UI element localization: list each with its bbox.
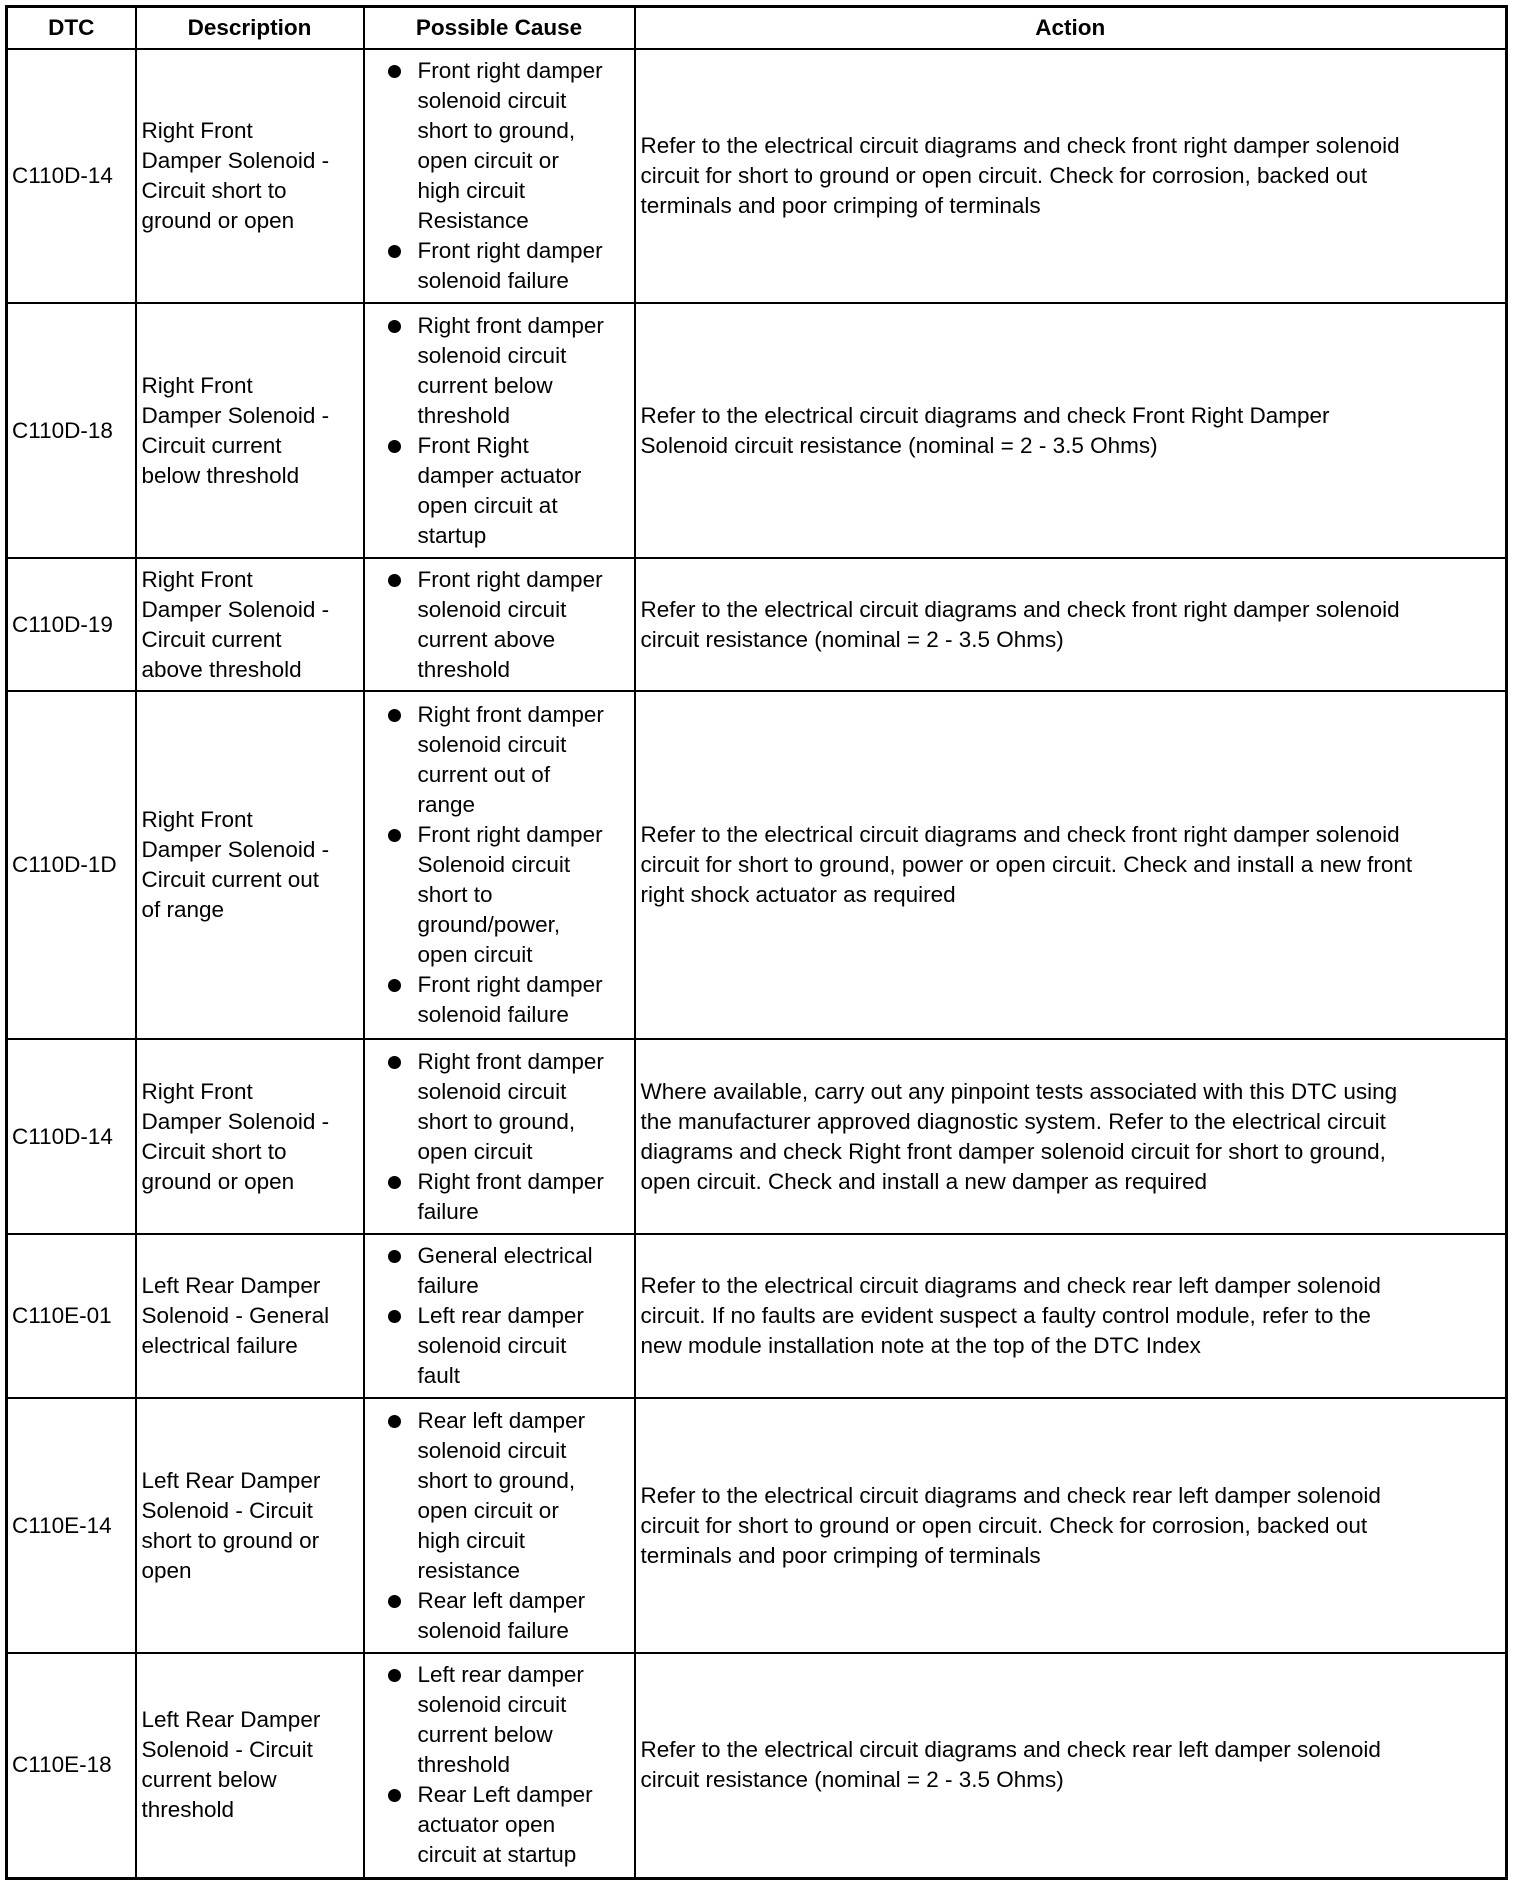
cause-list xyxy=(370,1406,629,1646)
possible-cause xyxy=(364,303,635,558)
table-row xyxy=(7,303,1507,558)
description: Left Rear Damper Solenoid - Circuit current below threshold xyxy=(136,1653,364,1878)
bullet-icon xyxy=(388,1176,401,1189)
cause-item xyxy=(370,311,629,431)
cause-text: Front Right damper actuator open circuit at startup xyxy=(417,432,582,548)
bullet-icon xyxy=(388,1415,401,1428)
cause-item xyxy=(370,1241,629,1301)
possible-cause xyxy=(364,49,635,303)
possible-cause xyxy=(364,1398,635,1653)
cause-text: Right front damper failure xyxy=(417,1168,604,1224)
bullet-icon xyxy=(388,1669,401,1682)
cause-list xyxy=(370,700,629,1030)
table-row xyxy=(7,1039,1507,1234)
bullet-icon xyxy=(388,574,401,587)
description: Left Rear Damper Solenoid - General electrical failure xyxy=(136,1234,364,1398)
possible-cause xyxy=(364,1653,635,1878)
action: Refer to the electrical circuit diagrams and check front right damper solenoid circuit resistance (nominal = 2 - 3.5 Ohms) xyxy=(635,558,1507,691)
cause-item xyxy=(370,1406,629,1586)
cause-text: Left rear damper solenoid circuit fault xyxy=(417,1303,584,1388)
cause-list xyxy=(370,1660,629,1870)
cause-list xyxy=(370,1241,629,1391)
bullet-icon xyxy=(388,1250,401,1263)
cause-text: Rear left damper solenoid circuit short to ground, open circuit or high circuit resistance xyxy=(417,1407,586,1583)
cause-text: Front right damper Solenoid circuit short to ground/power, open circuit xyxy=(417,822,603,967)
cause-item xyxy=(370,236,629,296)
dtc-code: C110D-1D xyxy=(7,691,136,1039)
bullet-icon xyxy=(388,709,401,722)
cause-item xyxy=(370,1780,629,1870)
cause-item xyxy=(370,1660,629,1780)
table-row xyxy=(7,691,1507,1039)
cause-text: Front right damper solenoid circuit short to ground, open circuit or high circuit Resistance xyxy=(417,58,603,233)
cause-text: Right front damper solenoid circuit current below threshold xyxy=(417,312,604,428)
dtc-code: C110E-18 xyxy=(7,1653,136,1878)
cause-text: Rear left damper solenoid failure xyxy=(417,1587,586,1643)
cause-item xyxy=(370,820,629,970)
table-row xyxy=(7,1653,1507,1878)
header-dtc: DTC xyxy=(7,7,136,50)
possible-cause xyxy=(364,691,635,1039)
cause-text: Front right damper solenoid failure xyxy=(417,972,603,1027)
cause-item xyxy=(370,700,629,820)
cause-item xyxy=(370,565,629,685)
possible-cause xyxy=(364,558,635,691)
action: Refer to the electrical circuit diagrams and check Front Right Damper Solenoid circuit resistance (nominal = 2 - 3.5 Ohms) xyxy=(635,303,1507,558)
table-row xyxy=(7,558,1507,691)
cause-item xyxy=(370,1301,629,1391)
bullet-icon xyxy=(388,245,401,258)
cause-text: Rear Left damper actuator open circuit at startup xyxy=(417,1782,593,1868)
description: Right Front Damper Solenoid - Circuit short to ground or open xyxy=(136,1039,364,1234)
cause-text: General electrical failure xyxy=(417,1243,593,1298)
cause-list xyxy=(370,1047,629,1227)
possible-cause xyxy=(364,1039,635,1234)
cause-text: Front right damper solenoid circuit current above threshold xyxy=(417,566,603,682)
cause-list xyxy=(370,56,629,296)
bullet-icon xyxy=(388,1789,401,1802)
description: Right Front Damper Solenoid - Circuit current below threshold xyxy=(136,303,364,558)
action: Refer to the electrical circuit diagrams and check rear left damper solenoid circuit resistance (nominal = 2 - 3.5 Ohms) xyxy=(635,1653,1507,1878)
action: Where available, carry out any pinpoint tests associated with this DTC using the manufacturer approved diagnostic system. Refer to the electrical circuit diagrams and check Right front damper solenoid circuit for short to ground, open circuit. Check and install a new damper as required xyxy=(635,1039,1507,1234)
cause-item xyxy=(370,431,629,551)
description: Left Rear Damper Solenoid - Circuit short to ground or open xyxy=(136,1398,364,1653)
bullet-icon xyxy=(388,979,401,992)
bullet-icon xyxy=(388,1056,401,1069)
dtc-code: C110D-19 xyxy=(7,558,136,691)
action: Refer to the electrical circuit diagrams and check front right damper solenoid circuit for short to ground or open circuit. Check for corrosion, backed out terminals and poor crimping of terminals xyxy=(635,49,1507,303)
action: Refer to the electrical circuit diagrams and check front right damper solenoid circuit for short to ground, power or open circuit. Check and install a new front right shock actuator as required xyxy=(635,691,1507,1039)
bullet-icon xyxy=(388,320,401,333)
cause-item xyxy=(370,970,629,1030)
table-row xyxy=(7,1234,1507,1398)
header-possible-cause: Possible Cause xyxy=(364,7,635,50)
possible-cause xyxy=(364,1234,635,1398)
header-description: Description xyxy=(136,7,364,50)
cause-text: Left rear damper solenoid circuit current below threshold xyxy=(417,1662,584,1778)
cause-item xyxy=(370,1167,629,1227)
header-action: Action xyxy=(635,7,1507,50)
action: Refer to the electrical circuit diagrams and check rear left damper solenoid circuit for short to ground or open circuit. Check for corrosion, backed out terminals and poor crimping of terminals xyxy=(635,1398,1507,1653)
table-row xyxy=(7,49,1507,303)
cause-list xyxy=(370,565,629,685)
cause-item xyxy=(370,1586,629,1646)
cause-item xyxy=(370,56,629,236)
header-row xyxy=(7,7,1507,50)
bullet-icon xyxy=(388,1310,401,1323)
cause-list xyxy=(370,311,629,551)
dtc-table xyxy=(5,5,1508,1880)
bullet-icon xyxy=(388,1595,401,1608)
dtc-code: C110D-18 xyxy=(7,303,136,558)
bullet-icon xyxy=(388,440,401,453)
description: Right Front Damper Solenoid - Circuit current out of range xyxy=(136,691,364,1039)
table-row xyxy=(7,1398,1507,1653)
cause-text: Right front damper solenoid circuit current out of range xyxy=(417,702,604,817)
dtc-code: C110D-14 xyxy=(7,1039,136,1234)
cause-item xyxy=(370,1047,629,1167)
bullet-icon xyxy=(388,65,401,78)
description: Right Front Damper Solenoid - Circuit current above threshold xyxy=(136,558,364,691)
cause-text: Front right damper solenoid failure xyxy=(417,238,603,293)
dtc-code: C110E-14 xyxy=(7,1398,136,1653)
bullet-icon xyxy=(388,829,401,842)
cause-text: Right front damper solenoid circuit short to ground, open circuit xyxy=(417,1048,604,1164)
dtc-code: C110E-01 xyxy=(7,1234,136,1398)
action: Refer to the electrical circuit diagrams and check rear left damper solenoid circuit. If no faults are evident suspect a faulty control module, refer to the new module installation note at the top of the DTC Index xyxy=(635,1234,1507,1398)
description: Right Front Damper Solenoid - Circuit short to ground or open xyxy=(136,49,364,303)
dtc-code: C110D-14 xyxy=(7,49,136,303)
